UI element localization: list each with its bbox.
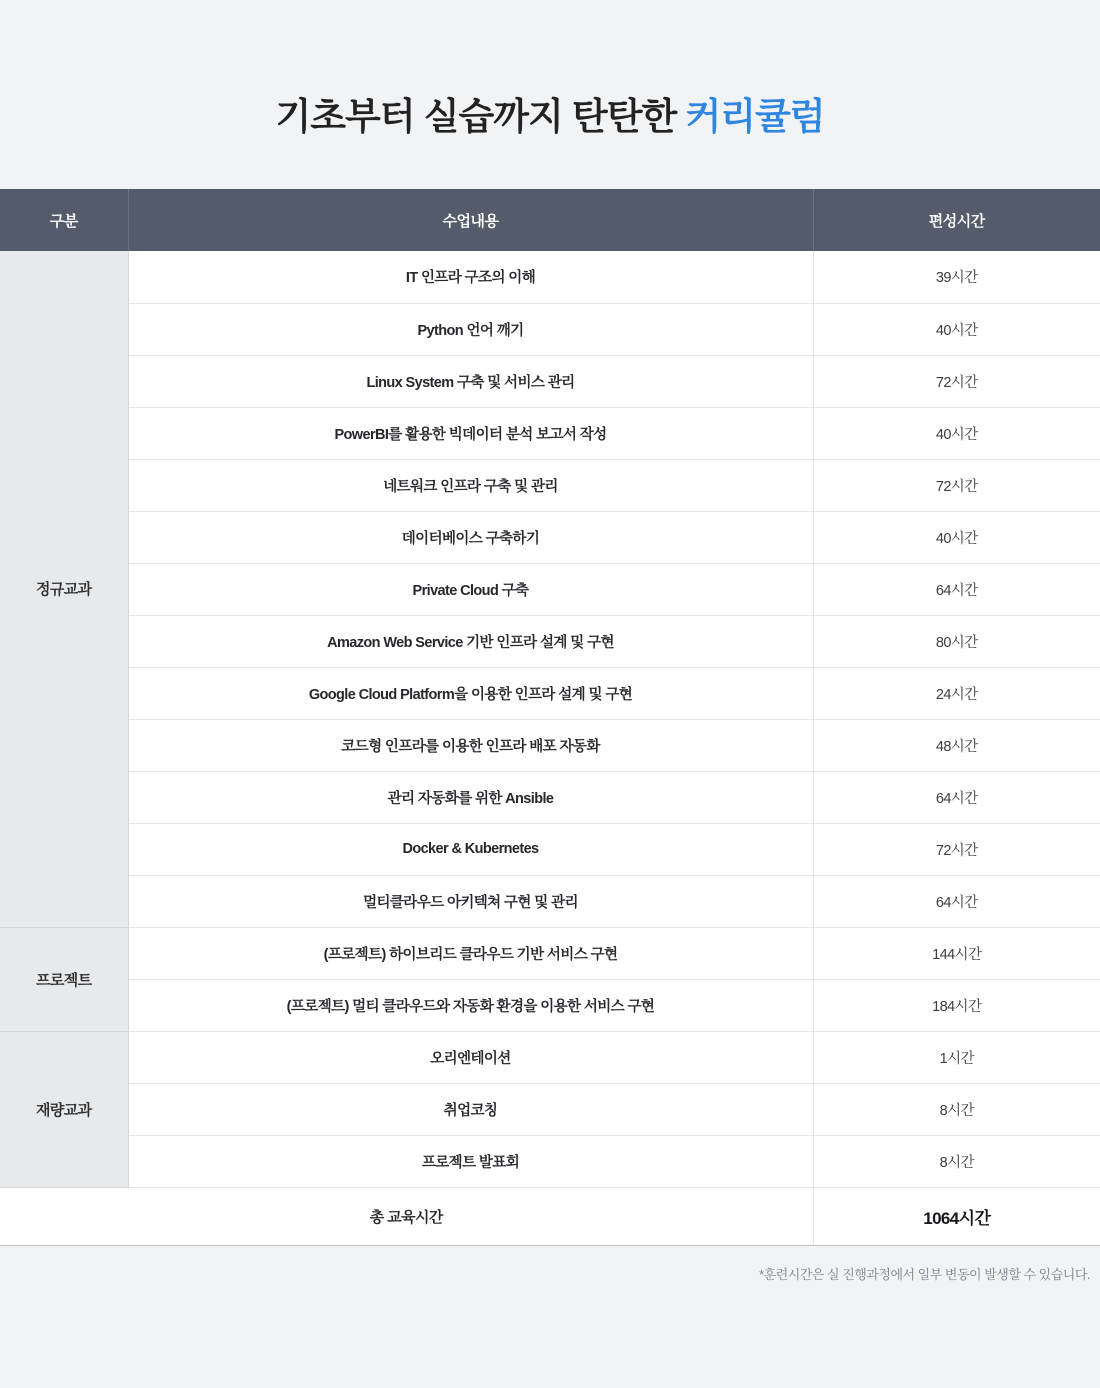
table-row: [0, 771, 1100, 823]
table-row: [0, 563, 1100, 615]
page-title-lead: 기초부터 실습까지 탄탄한: [275, 96, 686, 137]
row-subject: Linux System 구축 및 서비스 관리: [128, 355, 813, 407]
table-row: [0, 823, 1100, 875]
row-subject: 데이터베이스 구축하기: [128, 511, 813, 563]
row-category: 정규교과: [0, 251, 128, 927]
row-hours: 184시간: [813, 979, 1100, 1031]
row-hours: 64시간: [813, 563, 1100, 615]
row-hours: 72시간: [813, 355, 1100, 407]
row-hours: 24시간: [813, 667, 1100, 719]
table-row: [0, 1083, 1100, 1135]
table-row: [0, 407, 1100, 459]
row-category: 재량교과: [0, 1031, 128, 1187]
row-hours: 8시간: [813, 1135, 1100, 1187]
row-hours: 48시간: [813, 719, 1100, 771]
table-row: [0, 667, 1100, 719]
header-hours: 편성시간: [813, 189, 1100, 251]
row-subject: Docker & Kubernetes: [128, 823, 813, 875]
row-subject: 멀티클라우드 아키텍쳐 구현 및 관리: [128, 875, 813, 927]
table-row: [0, 303, 1100, 355]
table-total-row: [0, 1187, 1100, 1245]
row-hours: 40시간: [813, 511, 1100, 563]
table-header: [0, 189, 1100, 251]
row-hours: 80시간: [813, 615, 1100, 667]
page-title-accent: 커리큘럼: [685, 96, 825, 137]
row-hours: 144시간: [813, 927, 1100, 979]
table-row: [0, 875, 1100, 927]
row-subject: Python 언어 깨기: [128, 303, 813, 355]
header-subject: 수업내용: [128, 189, 813, 251]
row-hours: 64시간: [813, 771, 1100, 823]
row-subject: 네트워크 인프라 구축 및 관리: [128, 459, 813, 511]
row-subject: (프로젝트) 하이브리드 클라우드 기반 서비스 구현: [128, 927, 813, 979]
row-subject: 코드형 인프라를 이용한 인프라 배포 자동화: [128, 719, 813, 771]
row-hours: 72시간: [813, 823, 1100, 875]
total-label: 총 교육시간: [0, 1187, 813, 1245]
table-row: [0, 927, 1100, 979]
row-hours: 39시간: [813, 251, 1100, 303]
row-subject: Amazon Web Service 기반 인프라 설계 및 구현: [128, 615, 813, 667]
table-row: [0, 719, 1100, 771]
row-subject: 프로젝트 발표회: [128, 1135, 813, 1187]
row-subject: (프로젝트) 멀티 클라우드와 자동화 환경을 이용한 서비스 구현: [128, 979, 813, 1031]
row-hours: 40시간: [813, 407, 1100, 459]
row-category: 프로젝트: [0, 927, 128, 1031]
row-subject: 취업코칭: [128, 1083, 813, 1135]
header-category: 구분: [0, 189, 128, 251]
total-hours: 1064시간: [813, 1187, 1100, 1245]
table-row: [0, 1135, 1100, 1187]
table-row: [0, 355, 1100, 407]
table-row: [0, 615, 1100, 667]
row-hours: 72시간: [813, 459, 1100, 511]
row-subject: Private Cloud 구축: [128, 563, 813, 615]
curriculum-table: [0, 189, 1100, 1245]
row-hours: 8시간: [813, 1083, 1100, 1135]
table-row: [0, 979, 1100, 1031]
row-subject: Google Cloud Platform을 이용한 인프라 설계 및 구현: [128, 667, 813, 719]
table-header-row: [0, 189, 1100, 251]
row-subject: 관리 자동화를 위한 Ansible: [128, 771, 813, 823]
table-row: [0, 1031, 1100, 1083]
row-hours: 64시간: [813, 875, 1100, 927]
row-subject: 오리엔테이션: [128, 1031, 813, 1083]
row-hours: 40시간: [813, 303, 1100, 355]
table-row: [0, 511, 1100, 563]
row-subject: PowerBI를 활용한 빅데이터 분석 보고서 작성: [128, 407, 813, 459]
table-row: [0, 459, 1100, 511]
row-subject: IT 인프라 구조의 이해: [128, 251, 813, 303]
row-hours: 1시간: [813, 1031, 1100, 1083]
table-row: [0, 251, 1100, 303]
page-title: [0, 0, 1100, 140]
curriculum-table-wrap: [0, 189, 1100, 1283]
footnote: *훈련시간은 실 진행과정에서 일부 변동이 발생할 수 있습니다.: [759, 1267, 1090, 1282]
table-body: [0, 251, 1100, 1245]
